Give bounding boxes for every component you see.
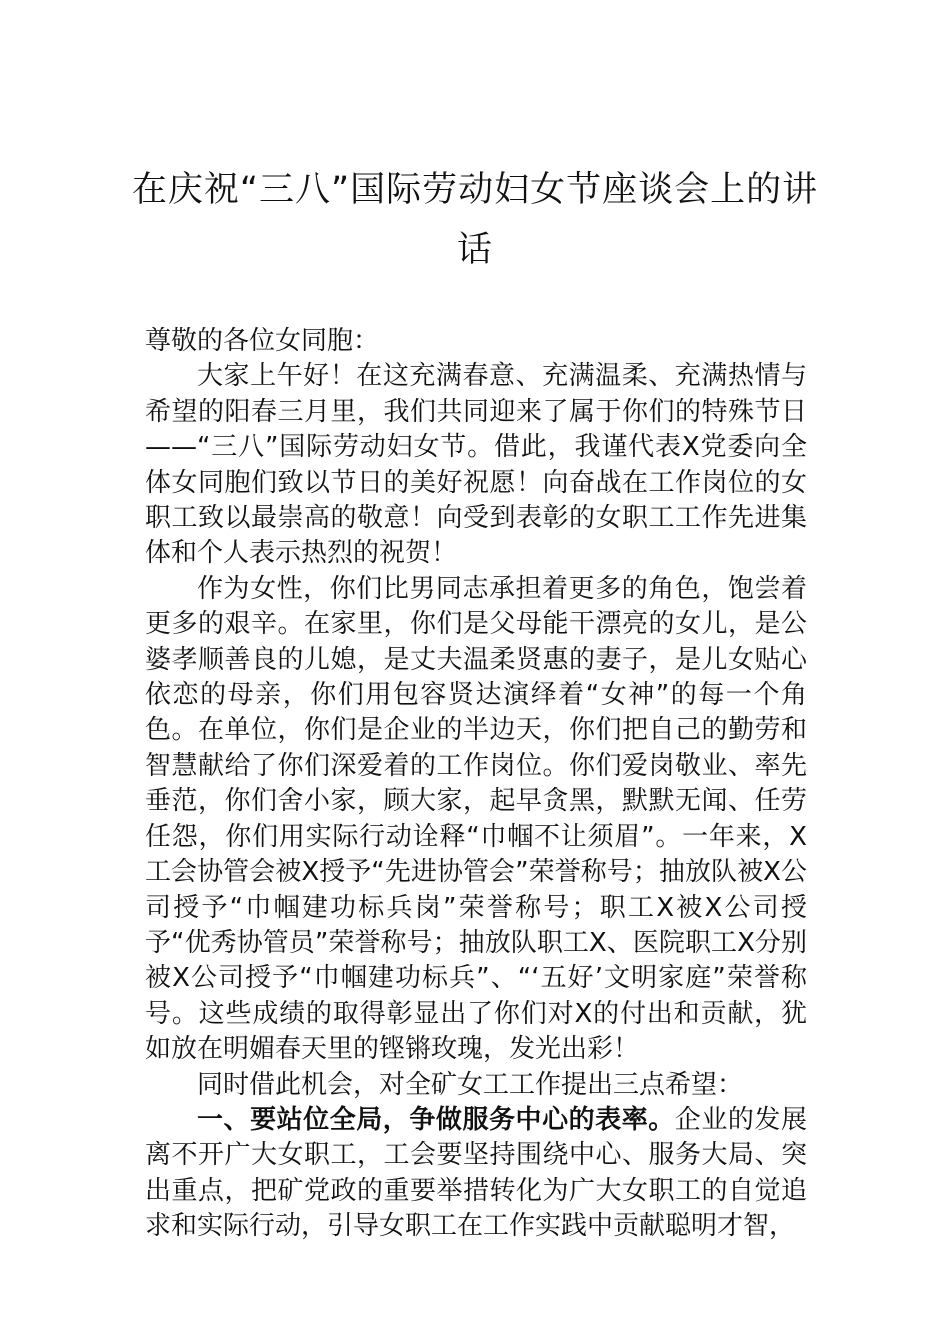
paragraph-hopes-intro: 同时借此机会，对全矿女工工作提出三点希望： bbox=[197, 1069, 744, 1100]
paragraph-greeting: 大家上午好！在这充满春意、充满温柔、充满热情与希望的阳春三月里，我们共同迎来了属于你们的特殊节日——“三八”国际劳动妇女节。借此，我谨代表X党委向全体女同胞们致以节日的美好祝愿！向奋战在工作岗位的女职工致以最崇高的敬意！向受到表彰的女职工工作先进集体和个人表示热烈的祝贺！ bbox=[145, 361, 807, 569]
paragraph-achievements: 作为女性，你们比男同志承担着更多的角色，饱尝着更多的艰辛。在家里，你们是父母能干漂亮的女儿，是公婆孝顺善良的儿媳，是丈夫温柔贤惠的妻子，是儿女贴心依恋的母亲，你们用包容贤达演绎着“女神”的每一个角色。在单位，你们是企业的半边天，你们把自己的勤劳和智慧献给了你们深爱着的工作岗位。你们爱岗敬业、率先垂范，你们舍小家，顾大家，起早贪黑，默默无闻、任劳任怨，你们用实际行动诠释“巾帼不让须眉”。一年来，X工会协管会被X授予“先进协管会”荣誉称号；抽放队被X公司授予“巾帼建功标兵岗”荣誉称号；职工X被X公司授予“优秀协管员”荣誉称号；抽放队职工X、医院职工X分别被X公司授予“巾帼建功标兵”、“‘五好’文明家庭”荣誉称号。这些成绩的取得彰显出了你们对X的付出和贡献，犹如放在明媚春天里的铿锵玫瑰，发光出彩！ bbox=[145, 573, 807, 1065]
point-one-heading: 一、要站位全局，争做服务中心的表率。 bbox=[197, 1104, 675, 1135]
paragraph-point-one bbox=[145, 1103, 807, 1245]
salutation: 尊敬的各位女同胞： bbox=[145, 326, 380, 356]
document-body bbox=[145, 324, 807, 1245]
point-one-text: 企业的发展离不开广大女职工，工会要坚持围绕中心、服务大局、突出重点，把矿党政的重要举措转化为广大女职工的自觉追求和实际行动，引导女职工在工作实践中贡献聪明才智， bbox=[145, 1104, 807, 1242]
document-title: 在庆祝“三八”国际劳动妇女节座谈会上的讲话 bbox=[131, 170, 819, 270]
